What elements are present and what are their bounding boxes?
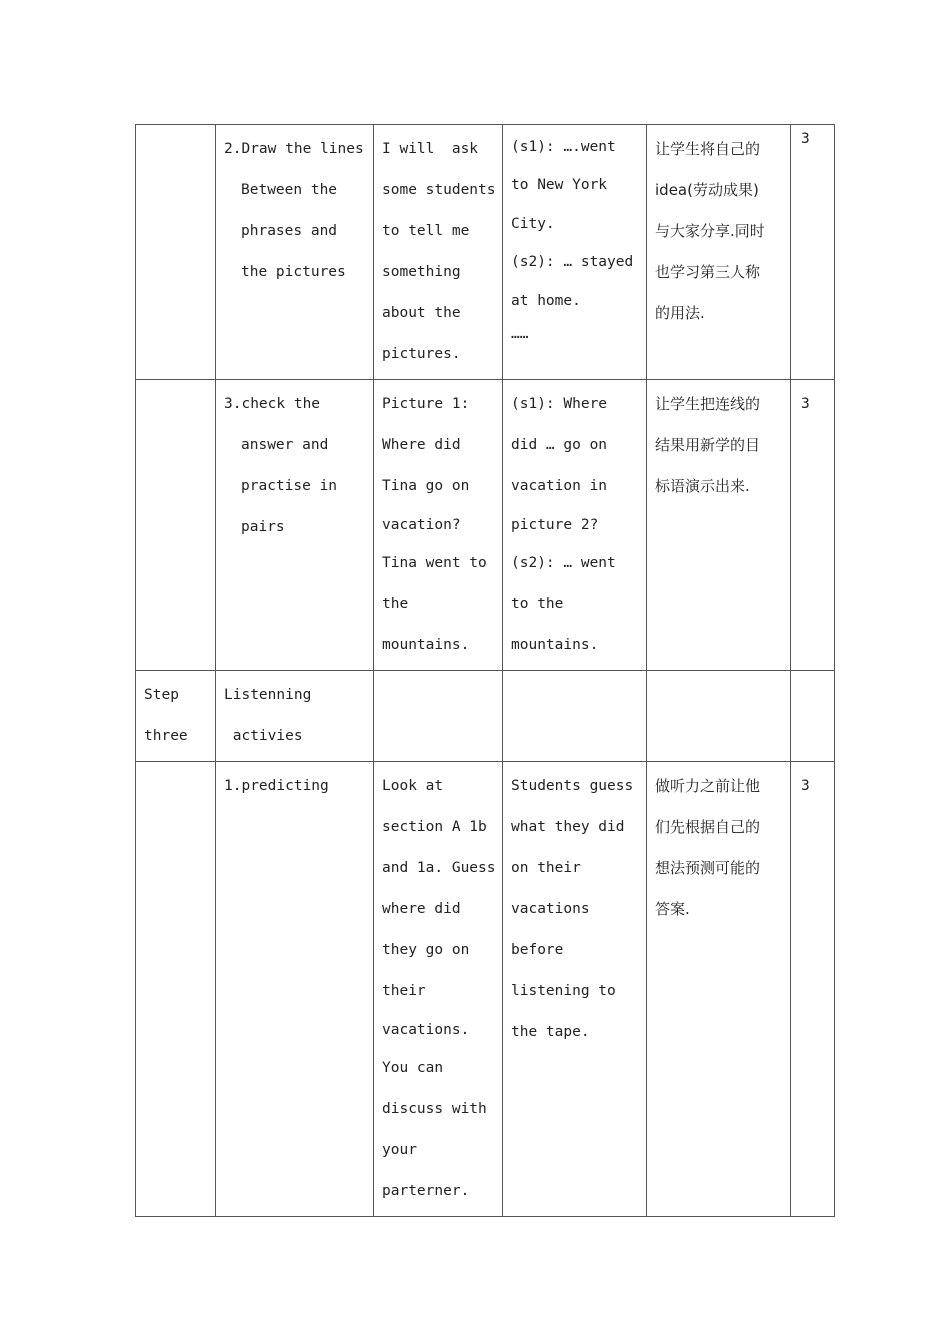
- step-line: Step: [144, 687, 179, 703]
- purpose-cell: [647, 125, 791, 380]
- activity-line: phrases and: [241, 223, 338, 239]
- purpose-line: 想法预测可能的: [655, 859, 761, 877]
- table-row: [136, 671, 835, 762]
- teacher-activity-cell: [374, 380, 503, 671]
- activity-line: pairs: [241, 519, 285, 535]
- teacher-line: Where did: [382, 437, 461, 453]
- time-value: 3: [801, 778, 810, 794]
- teacher-line: vacations.: [382, 1022, 470, 1038]
- student-activity-cell: [503, 380, 647, 671]
- purpose-cell: [647, 380, 791, 671]
- student-line: vacation in: [511, 478, 608, 494]
- purpose-line: 标语演示出来.: [655, 477, 750, 495]
- teacher-line: I will ask: [382, 141, 479, 157]
- activity-line: Listenning: [224, 687, 312, 703]
- teacher-line: mountains.: [382, 637, 470, 653]
- time-cell: [791, 671, 835, 762]
- student-line: Students guess: [511, 778, 634, 794]
- purpose-line: 让学生把连线的: [655, 395, 761, 413]
- student-line: to the: [511, 596, 564, 612]
- purpose-line: idea(劳动成果): [655, 181, 759, 199]
- teacher-activity-cell: [374, 125, 503, 380]
- activity-cell: [216, 125, 374, 380]
- purpose-line: 与大家分享.同时: [655, 222, 765, 240]
- teacher-line: about the: [382, 305, 461, 321]
- teacher-line: their: [382, 983, 426, 999]
- purpose-line: 们先根据自己的: [655, 818, 761, 836]
- teacher-line: the: [382, 596, 409, 612]
- teacher-line: pictures.: [382, 346, 461, 362]
- activity-line: activies: [224, 728, 303, 744]
- activity-line: Between the: [241, 182, 338, 198]
- student-line: vacations: [511, 901, 590, 917]
- student-line: to New York: [511, 177, 608, 193]
- step-cell: [136, 762, 216, 1217]
- student-activity-cell: [503, 671, 647, 762]
- student-line: before: [511, 942, 564, 958]
- purpose-cell: [647, 762, 791, 1217]
- table-row: [136, 125, 835, 380]
- purpose-line: 让学生将自己的: [655, 140, 761, 158]
- student-activity-cell: [503, 762, 647, 1217]
- purpose-line: 的用法.: [655, 304, 705, 322]
- step-cell: [136, 125, 216, 380]
- teacher-activity-cell: [374, 671, 503, 762]
- student-line: City.: [511, 216, 555, 232]
- teacher-line: some students: [382, 182, 496, 198]
- step-cell: [136, 671, 216, 762]
- time-value: 3: [801, 131, 810, 147]
- activity-cell: [216, 671, 374, 762]
- student-line: at home.: [511, 293, 581, 309]
- purpose-line: 也学习第三人称: [655, 263, 761, 281]
- teacher-line: section A 1b: [382, 819, 487, 835]
- purpose-cell: [647, 671, 791, 762]
- teacher-line: Tina went to: [382, 555, 487, 571]
- teacher-line: something: [382, 264, 461, 280]
- teacher-line: your: [382, 1142, 417, 1158]
- activity-line: practise in: [241, 478, 338, 494]
- student-line: (s1): Where: [511, 396, 608, 412]
- teacher-line: and 1a. Guess: [382, 860, 496, 876]
- time-cell: [791, 762, 835, 1217]
- teacher-line: You can: [382, 1060, 444, 1076]
- teacher-line: Picture 1:: [382, 396, 470, 412]
- teacher-line: they go on: [382, 942, 470, 958]
- student-line: on their: [511, 860, 581, 876]
- teacher-line: parterner.: [382, 1183, 470, 1199]
- activity-line: 1.predicting: [224, 778, 329, 794]
- teacher-line: where did: [382, 901, 461, 917]
- student-line: did … go on: [511, 437, 608, 453]
- teacher-activity-cell: [374, 762, 503, 1217]
- teacher-line: Look at: [382, 778, 444, 794]
- student-line: (s2): … stayed: [511, 254, 634, 270]
- activity-line: answer and: [241, 437, 329, 453]
- activity-line: the pictures: [241, 264, 346, 280]
- purpose-line: 结果用新学的目: [655, 436, 761, 454]
- activity-line: 3.check the: [224, 396, 321, 412]
- time-value: 3: [801, 396, 810, 412]
- table-row: [136, 380, 835, 671]
- student-line: what they did: [511, 819, 625, 835]
- teacher-line: vacation?: [382, 517, 461, 533]
- student-line: mountains.: [511, 637, 599, 653]
- student-line: the tape.: [511, 1024, 590, 1040]
- purpose-line: 做听力之前让他: [655, 777, 761, 795]
- student-line: ……: [511, 326, 529, 342]
- student-line: listening to: [511, 983, 616, 999]
- activity-cell: [216, 762, 374, 1217]
- teacher-line: to tell me: [382, 223, 470, 239]
- student-line: (s1): ….went: [511, 139, 616, 155]
- teacher-line: Tina go on: [382, 478, 470, 494]
- purpose-line: 答案.: [655, 900, 690, 918]
- teacher-line: discuss with: [382, 1101, 487, 1117]
- student-line: picture 2?: [511, 517, 599, 533]
- table-row: [136, 762, 835, 1217]
- time-cell: [791, 380, 835, 671]
- step-cell: [136, 380, 216, 671]
- student-line: (s2): … went: [511, 555, 616, 571]
- activity-cell: [216, 380, 374, 671]
- activity-line: 2.Draw the lines: [224, 141, 364, 157]
- step-line: three: [144, 728, 188, 744]
- lesson-plan-table: [135, 124, 835, 1217]
- time-cell: [791, 125, 835, 380]
- student-activity-cell: [503, 125, 647, 380]
